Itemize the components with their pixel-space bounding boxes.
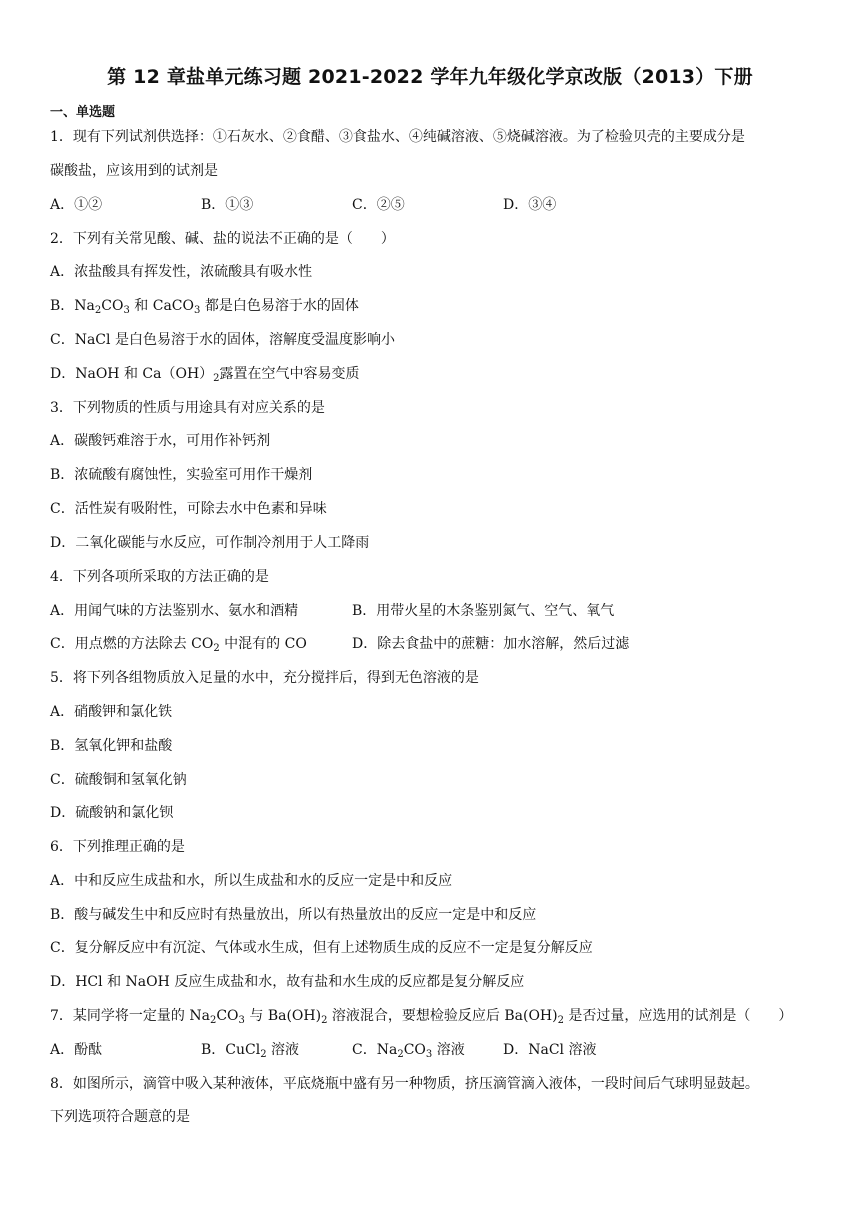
question-2-option-a: A．浓盐酸具有挥发性，浓硫酸具有吸水性 <box>50 264 313 280</box>
question-1-option-c: C．②⑤ <box>352 197 405 213</box>
question-5-option-c: C．硫酸铜和氢氧化钠 <box>50 772 187 788</box>
question-7-option-a: A．酚酞 <box>50 1042 103 1058</box>
question-3-option-d: D．二氧化碳能与水反应，可作制冷剂用于人工降雨 <box>50 535 370 551</box>
question-6-option-d: D．HCl 和 NaOH 反应生成盐和水，故有盐和水生成的反应都是复分解反应 <box>50 974 525 990</box>
question-4-stem: 4．下列各项所采取的方法正确的是 <box>50 569 269 585</box>
question-3-stem: 3．下列物质的性质与用途具有对应关系的是 <box>50 400 325 416</box>
question-5-option-d: D．硫酸钠和氯化钡 <box>50 805 174 821</box>
question-7-option-c: C．$Na_2CO_3$ 溶液 <box>352 1042 465 1060</box>
question-6-option-c: C．复分解反应中有沉淀、气体或水生成，但有上述物质生成的反应不一定是复分解反应 <box>50 940 593 956</box>
question-7-stem: 7．某同学将一定量的 $Na_2CO_3$ 与 $Ba(OH)_2$ 溶液混合，要想检验反应后 $Ba(OH)_2$ 是否过量，应选用的试剂是（ ） <box>50 1008 793 1026</box>
question-2-option-b: B．$Na_2CO_3$ 和 CaCO$_3$ 都是白色易溶于水的固体 <box>50 298 359 316</box>
question-3-option-c: C．活性炭有吸附性，可除去水中色素和异味 <box>50 501 327 517</box>
question-4-option-d: D．除去食盐中的蔗糖：加水溶解，然后过滤 <box>352 636 630 652</box>
question-6-option-a: A．中和反应生成盐和水，所以生成盐和水的反应一定是中和反应 <box>50 873 453 889</box>
question-3-option-a: A．碳酸钙难溶于水，可用作补钙剂 <box>50 433 271 449</box>
question-5-stem: 5．将下列各组物质放入足量的水中，充分搅拌后，得到无色溶液的是 <box>50 670 479 686</box>
question-3-option-b: B．浓硫酸有腐蚀性，实验室可用作干燥剂 <box>50 467 313 483</box>
question-8-stem-line-2: 下列选项符合题意的是 <box>50 1109 190 1125</box>
question-4-option-a: A．用闻气味的方法鉴别水、氨水和酒精 <box>50 603 299 619</box>
question-2-option-d: D．NaOH 和 $Ca(OH)_2$露置在空气中容易变质 <box>50 366 360 384</box>
question-2-stem: 2．下列有关常见酸、碱、盐的说法不正确的是（ ） <box>50 231 395 247</box>
question-6-option-b: B．酸与碱发生中和反应时有热量放出，所以有热量放出的反应一定是中和反应 <box>50 907 537 923</box>
section-heading: 一、单选题 <box>50 105 116 120</box>
question-1-stem-line-2: 碳酸盐，应该用到的试剂是 <box>50 163 218 179</box>
question-5-option-b: B．氢氧化钾和盐酸 <box>50 738 173 754</box>
question-4-option-c: C．用点燃的方法除去 $CO_2$ 中混有的 CO <box>50 636 307 654</box>
page-title: 第 12 章盐单元练习题 2021-2022 学年九年级化学京改版（2013）下册 <box>107 66 753 88</box>
question-5-option-a: A．硝酸钾和氯化铁 <box>50 704 173 720</box>
question-7-option-b: B．CuCl$_2$ 溶液 <box>201 1042 300 1060</box>
question-2-option-c: C．NaCl 是白色易溶于水的固体，溶解度受温度影响小 <box>50 332 395 348</box>
question-1-option-a: A．①② <box>50 197 103 213</box>
question-6-stem: 6．下列推理正确的是 <box>50 839 185 855</box>
question-8-stem-line-1: 8．如图所示，滴管中吸入某种液体，平底烧瓶中盛有另一种物质，挤压滴管滴入液体，一段时间后气球明显鼓起。 <box>50 1076 759 1092</box>
question-1-stem-line-1: 1．现有下列试剂供选择：①石灰水、②食醋、③食盐水、④纯碱溶液、⑤烧碱溶液。为了检验贝壳的主要成分是 <box>50 129 745 145</box>
question-1-option-d: D．③④ <box>503 197 557 213</box>
question-1-option-b: B．①③ <box>201 197 254 213</box>
question-4-option-b: B．用带火星的木条鉴别氮气、空气、氧气 <box>352 603 615 619</box>
question-7-option-d: D．NaCl 溶液 <box>503 1042 597 1058</box>
